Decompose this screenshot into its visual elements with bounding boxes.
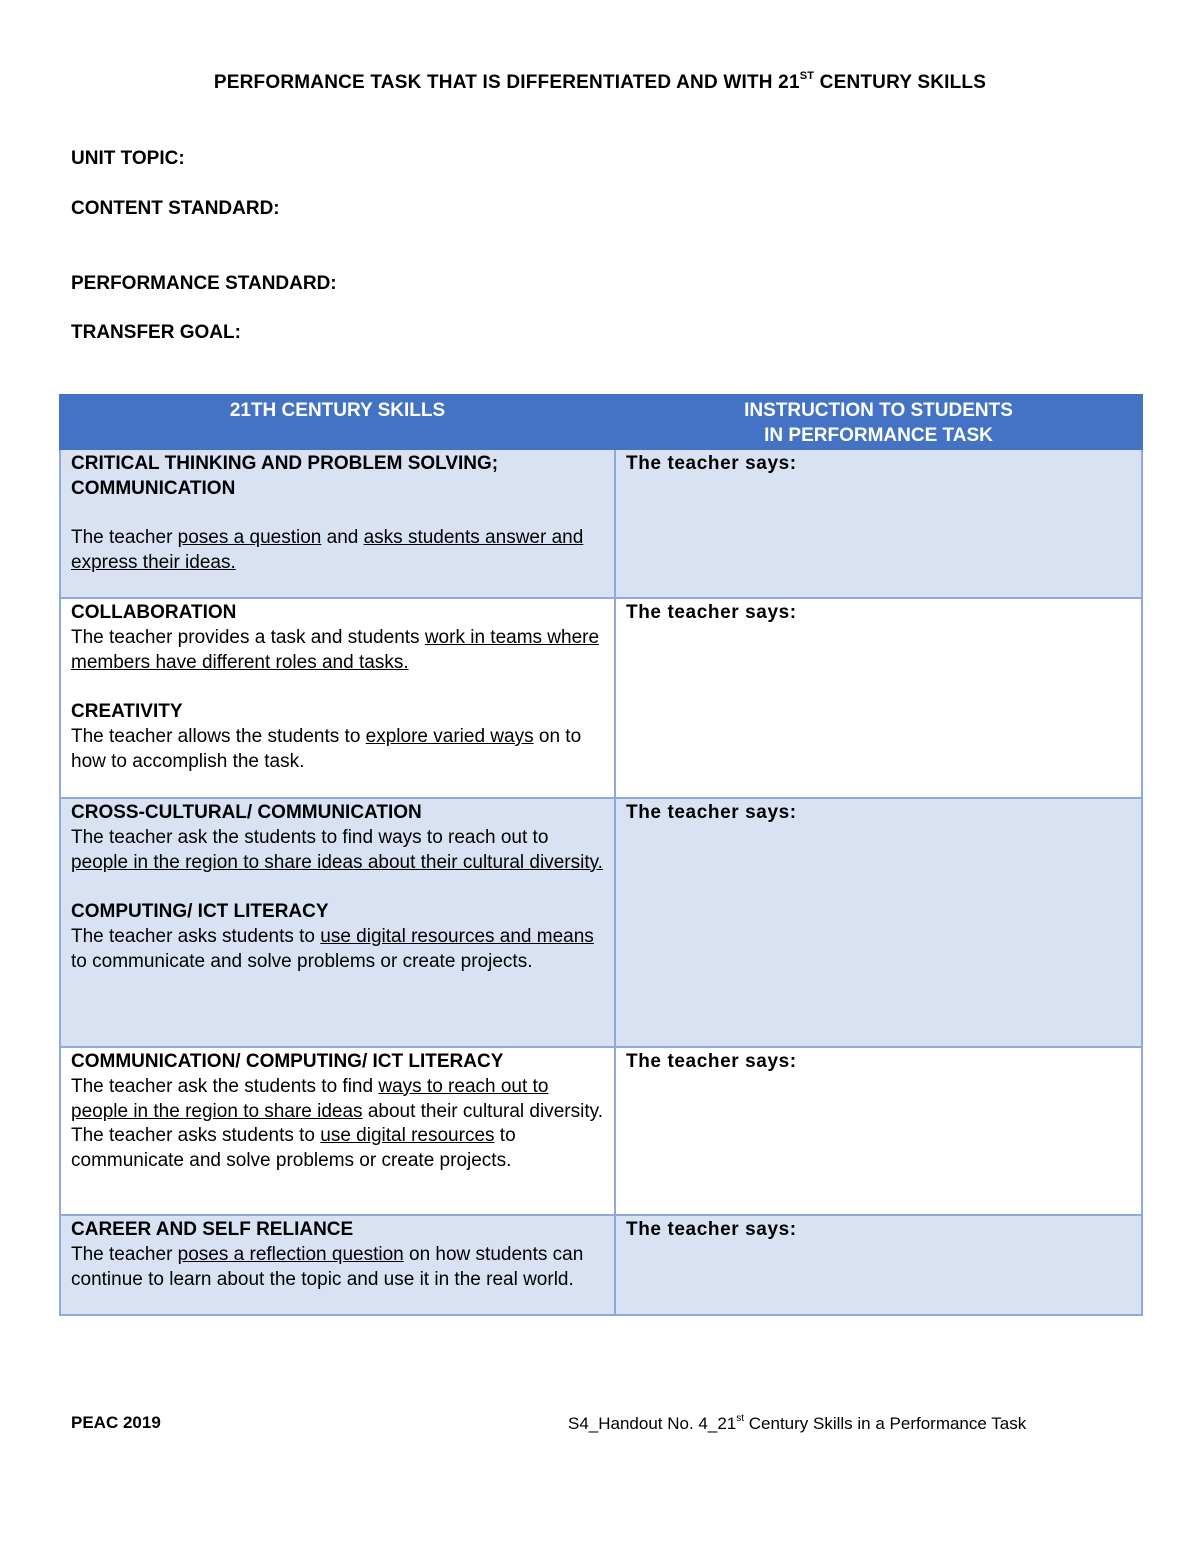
skill-heading: CRITICAL THINKING AND PROBLEM SOLVING; xyxy=(71,453,499,474)
content-standard-label: CONTENT STANDARD: xyxy=(71,198,280,219)
table-row xyxy=(60,1047,1142,1215)
table-row xyxy=(60,798,1142,1047)
instruction-cell xyxy=(615,1047,1142,1215)
skill-heading: CAREER AND SELF RELIANCE xyxy=(71,1219,354,1240)
instruction-cell xyxy=(615,798,1142,1047)
teacher-says-label: The teacher says: xyxy=(626,602,797,623)
skill-cell: CAREER AND SELF RELIANCE The teacher poses a reflection question on how students can continue to learn about the topic and use it in the real world. xyxy=(60,1215,615,1315)
unit-topic-label: UNIT TOPIC: xyxy=(71,148,185,169)
performance-standard-label: PERFORMANCE STANDARD: xyxy=(71,273,337,294)
teacher-says-label: The teacher says: xyxy=(626,453,797,474)
skill-heading: COMMUNICATION/ COMPUTING/ ICT LITERACY xyxy=(71,1051,504,1072)
header-instruction: INSTRUCTION TO STUDENTS IN PERFORMANCE TASK xyxy=(615,395,1142,449)
table-row xyxy=(60,449,1142,598)
teacher-says-label: The teacher says: xyxy=(626,1051,797,1072)
skill-heading: COMPUTING/ ICT LITERACY xyxy=(71,901,329,923)
skill-heading: COMMUNICATION xyxy=(71,477,236,499)
instruction-cell xyxy=(615,598,1142,798)
table-header-row xyxy=(60,395,1142,449)
table-row xyxy=(60,1215,1142,1315)
footer-peac: PEAC 2019 xyxy=(71,1413,161,1432)
skill-heading: CREATIVITY xyxy=(71,701,183,723)
skill-cell: CROSS-CULTURAL/ COMMUNICATION The teacher ask the students to find ways to reach out to people in the region to share ideas about their cultural diversity. COMPUTING/ ICT LITERACY The teacher asks students to use digital resources and means to communicate and solve problems or create projects. xyxy=(60,798,615,1047)
skill-cell: COMMUNICATION/ COMPUTING/ ICT LITERACY The teacher ask the students to find ways to reach out to people in the region to share ideas about their cultural diversity. The teacher asks students to use digital resources to communicate and solve problems or create projects. xyxy=(60,1047,615,1215)
transfer-goal-label: TRANSFER GOAL: xyxy=(71,322,241,343)
header-skills: 21TH CENTURY SKILLS xyxy=(60,395,615,449)
page-title: PERFORMANCE TASK THAT IS DIFFERENTIATED AND WITH 21ST CENTURY SKILLS xyxy=(213,70,987,93)
instruction-cell xyxy=(615,1215,1142,1315)
footer-handout: S4_Handout No. 4_21st Century Skills in a Performance Task xyxy=(568,1413,1027,1433)
skill-cell: COLLABORATION The teacher provides a task and students work in teams where members have different roles and tasks. CREATIVITY The teacher allows the students to explore varied ways on to how to accomplish the task. xyxy=(60,598,615,798)
instruction-cell xyxy=(615,449,1142,598)
skill-heading: CROSS-CULTURAL/ COMMUNICATION xyxy=(71,802,422,823)
table-row xyxy=(60,598,1142,798)
skills-table xyxy=(59,394,1143,1316)
teacher-says-label: The teacher says: xyxy=(626,1219,797,1240)
teacher-says-label: The teacher says: xyxy=(626,802,797,823)
skill-heading: COLLABORATION xyxy=(71,602,237,623)
skill-cell: CRITICAL THINKING AND PROBLEM SOLVING; COMMUNICATION The teacher poses a question and asks students answer and express their ideas. xyxy=(60,449,615,598)
